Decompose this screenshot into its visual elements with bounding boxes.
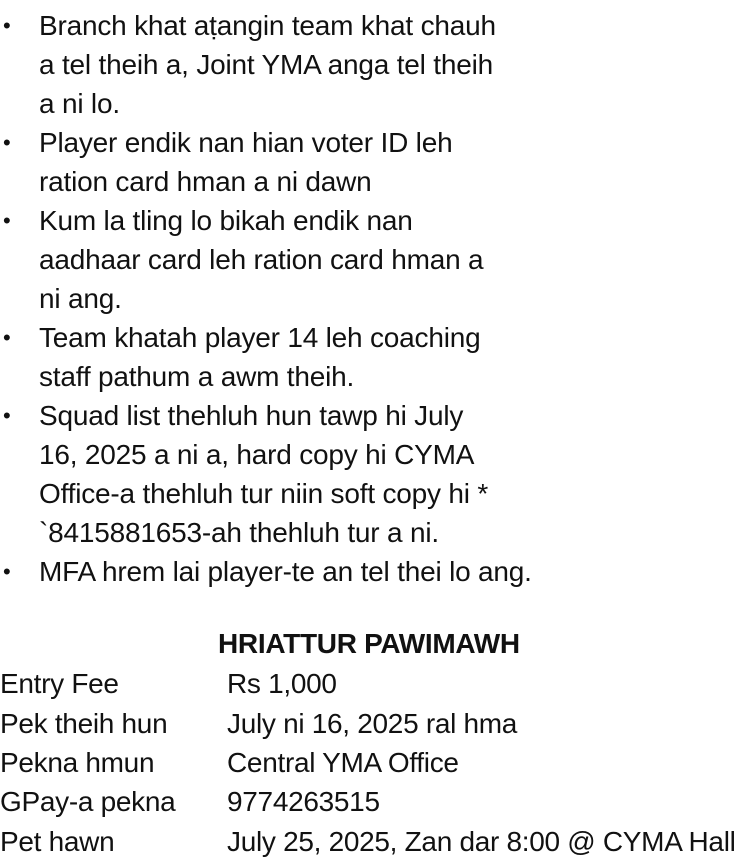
list-item	[0, 552, 580, 591]
bullet-icon: •	[3, 130, 11, 155]
info-label: Pet hawn	[0, 825, 115, 857]
bullet-icon: •	[3, 403, 11, 428]
info-value: 9774263515	[227, 786, 380, 818]
rule-line: aadhaar card leh ration card hman a	[39, 244, 484, 275]
rule-line: Player endik nan hian voter ID leh	[39, 127, 453, 158]
rule-line: Kum la tling lo bikah endik nan	[39, 205, 413, 236]
rule-line: Team khatah player 14 leh coaching	[39, 322, 481, 353]
list-item	[0, 123, 580, 201]
info-heading: HRIATTUR PAWIMAWH	[218, 628, 520, 659]
rule-line: `8415881653-ah thehluh tur a ni.	[39, 517, 439, 548]
rule-line: MFA hrem lai player-te an tel thei lo ang.	[39, 556, 532, 587]
bullet-icon: •	[3, 208, 11, 233]
table-row	[0, 743, 736, 782]
info-table	[0, 664, 736, 861]
bullet-icon: •	[3, 325, 11, 350]
bullet-icon: •	[3, 13, 11, 38]
info-label: GPay-a pekna	[0, 786, 176, 818]
table-row	[0, 664, 736, 703]
rule-line: a tel theih a, Joint YMA anga tel theih	[39, 49, 493, 80]
bullet-icon: •	[3, 559, 11, 584]
info-label: Entry Fee	[0, 668, 119, 700]
table-row	[0, 822, 736, 861]
rule-line: 16, 2025 a ni a, hard copy hi CYMA	[39, 439, 475, 470]
rule-line: Squad list thehluh hun tawp hi July	[39, 400, 464, 431]
info-label: Pekna hmun	[0, 746, 155, 778]
list-item	[0, 318, 580, 396]
info-label: Pek theih hun	[0, 707, 168, 739]
info-value: Rs 1,000	[227, 668, 337, 700]
info-value: July ni 16, 2025 ral hma	[227, 707, 518, 739]
rule-line: ration card hman a ni dawn	[39, 166, 372, 197]
rule-line: a ni lo.	[39, 88, 120, 119]
rule-line: Office-a thehluh tur niin soft copy hi *	[39, 478, 489, 509]
table-row	[0, 703, 736, 742]
rules-list	[0, 6, 580, 591]
table-row	[0, 782, 736, 821]
info-value: Central YMA Office	[227, 746, 459, 778]
list-item	[0, 6, 580, 123]
rule-line: Branch khat aṭangin team khat chauh	[39, 10, 496, 41]
list-item	[0, 396, 580, 552]
rule-line: ni ang.	[39, 283, 122, 314]
rule-line: staff pathum a awm theih.	[39, 361, 355, 392]
list-item	[0, 201, 580, 318]
info-value: July 25, 2025, Zan dar 8:00 @ CYMA Hall	[227, 825, 736, 857]
